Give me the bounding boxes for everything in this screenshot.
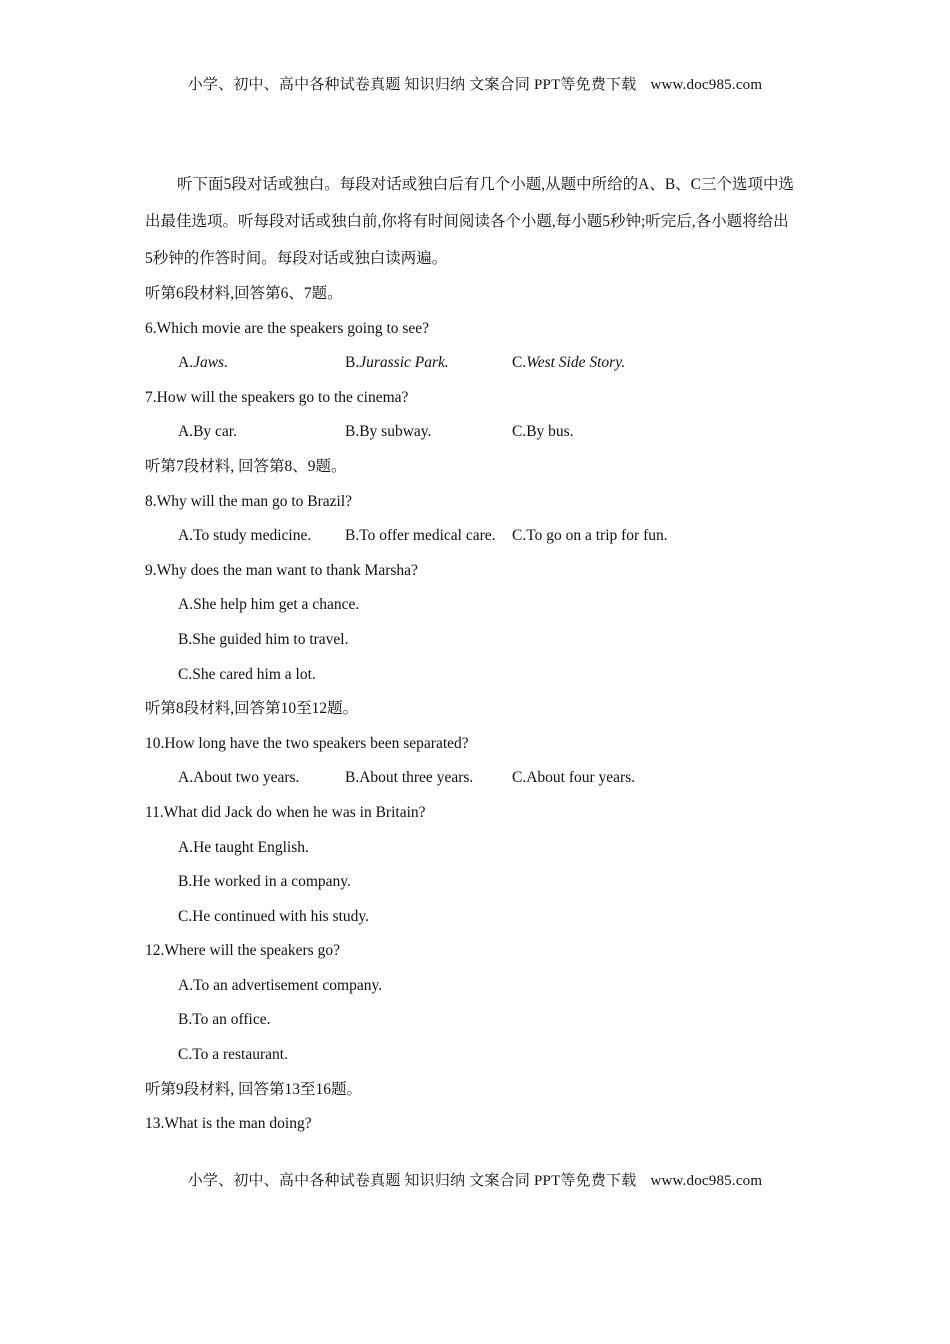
question-9: 9.Why does the man want to thank Marsha? (145, 561, 418, 579)
option-12b: B.To an office. (178, 1011, 271, 1029)
section-7-heading: 听第7段材料, 回答第8、9题。 (145, 457, 347, 475)
option-6b: B.Jurassic Park. (345, 354, 449, 372)
question-7-options (145, 415, 795, 450)
question-8: 8.Why will the man go to Brazil? (145, 492, 353, 510)
instructions: 听下面5段对话或独白。每段对话或独白后有几个小题,从题中所给的A、B、C三个选项中选出最佳选项。听每段对话或独白前,你将有时间阅读各个小题,每小题5秒钟;听完后,各小题将给出5秒钟的作答时间。每段对话或独白读两遍。 (145, 176, 794, 267)
option-7c: C.By bus. (512, 423, 574, 441)
option-7a: A.By car. (178, 423, 237, 441)
option-8b: B.To offer medical care. (345, 527, 496, 545)
option-9b: B.She guided him to travel. (178, 630, 349, 648)
section-9-heading: 听第9段材料, 回答第13至16题。 (145, 1080, 363, 1098)
option-10a: A.About two years. (178, 769, 300, 787)
question-13: 13.What is the man doing? (145, 1115, 312, 1133)
question-6-options (145, 346, 795, 381)
section-8-heading: 听第8段材料,回答第10至12题。 (145, 700, 359, 718)
option-12a: A.To an advertisement company. (178, 976, 383, 994)
footer-url[interactable]: www.doc985.com (650, 1173, 763, 1189)
option-7b: B.By subway. (345, 423, 432, 441)
section-6-heading: 听第6段材料,回答第6、7题。 (145, 285, 343, 302)
document-body (145, 166, 795, 1142)
question-11: 11.What did Jack do when he was in Britain? (145, 803, 426, 821)
option-6c: C.West Side Story. (512, 354, 626, 372)
question-7: 7.How will the speakers go to the cinema? (145, 388, 409, 406)
question-12: 12.Where will the speakers go? (145, 942, 340, 960)
option-8a: A.To study medicine. (178, 527, 312, 545)
option-10b: B.About three years. (345, 769, 474, 787)
option-10c: C.About four years. (512, 769, 636, 787)
question-10: 10.How long have the two speakers been separated? (145, 734, 469, 752)
option-11a: A.He taught English. (178, 838, 309, 856)
option-12c: C.To a restaurant. (178, 1046, 288, 1064)
question-6: 6.Which movie are the speakers going to see? (145, 319, 430, 337)
page-footer (0, 1169, 950, 1190)
footer-text: 小学、初中、高中各种试卷真题 知识归纳 文案合同 PPT等免费下载 (187, 1173, 637, 1189)
option-9a: A.She help him get a chance. (178, 596, 360, 614)
option-6a: A.Jaws. (178, 354, 228, 372)
option-11b: B.He worked in a company. (178, 873, 351, 891)
option-9c: C.She cared him a lot. (178, 665, 316, 683)
option-8c: C.To go on a trip for fun. (512, 527, 668, 545)
page-header (0, 73, 950, 94)
header-text: 小学、初中、高中各种试卷真题 知识归纳 文案合同 PPT等免费下载 (187, 77, 637, 93)
question-8-options (145, 519, 795, 554)
question-10-options (145, 761, 795, 796)
header-url[interactable]: www.doc985.com (650, 77, 763, 93)
option-11c: C.He continued with his study. (178, 907, 370, 925)
